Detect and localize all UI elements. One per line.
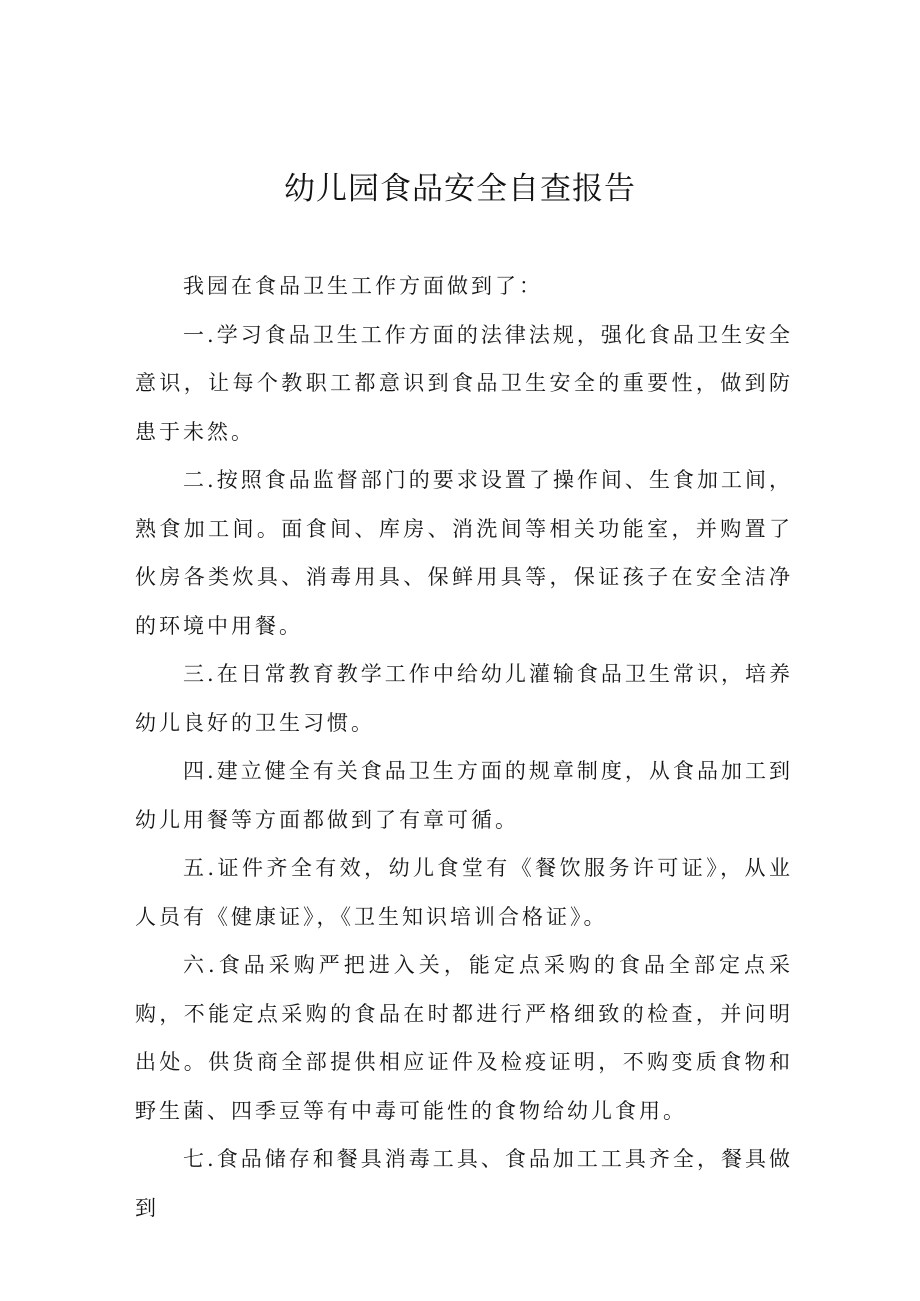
document-body: [135, 262, 793, 1232]
paragraph-item-1: 一.学习食品卫生工作方面的法律法规，强化食品卫生安全意识，让每个教职工都意识到食品卫生安全的重要性，做到防患于未然。: [135, 322, 793, 444]
document-title: 幼儿园食品安全自查报告: [284, 171, 636, 207]
paragraph-item-4: 四.建立健全有关食品卫生方面的规章制度，从食品加工到幼儿用餐等方面都做到了有章可循。: [135, 759, 793, 832]
paragraph-item-5: 五.证件齐全有效，幼儿食堂有《餐饮服务许可证》，从业人员有《健康证》，《卫生知识培训合格证》。: [135, 856, 793, 929]
paragraph-intro: 我园在食品卫生工作方面做到了：: [183, 274, 543, 298]
paragraph-item-7: 七.食品储存和餐具消毒工具、食品加工工具齐全，餐具做到: [135, 1147, 793, 1220]
paragraph-item-2: 二.按照食品监督部门的要求设置了操作间、生食加工间，熟食加工间。面食间、库房、消洗间等相关功能室，并购置了伙房各类炊具、消毒用具、保鲜用具等，保证孩子在安全洁净的环境中用餐。: [135, 468, 793, 638]
paragraph-item-6: 六.食品采购严把进入关，能定点采购的食品全部定点采购，不能定点采购的食品在时都进行严格细致的检查，并问明出处。供货商全部提供相应证件及检疫证明，不购变质食物和野生菌、四季豆等有中毒可能性的食物给幼儿食用。: [135, 953, 793, 1123]
paragraph-item-3: 三.在日常教育教学工作中给幼儿灌输食品卫生常识，培养幼儿良好的卫生习惯。: [135, 662, 793, 735]
